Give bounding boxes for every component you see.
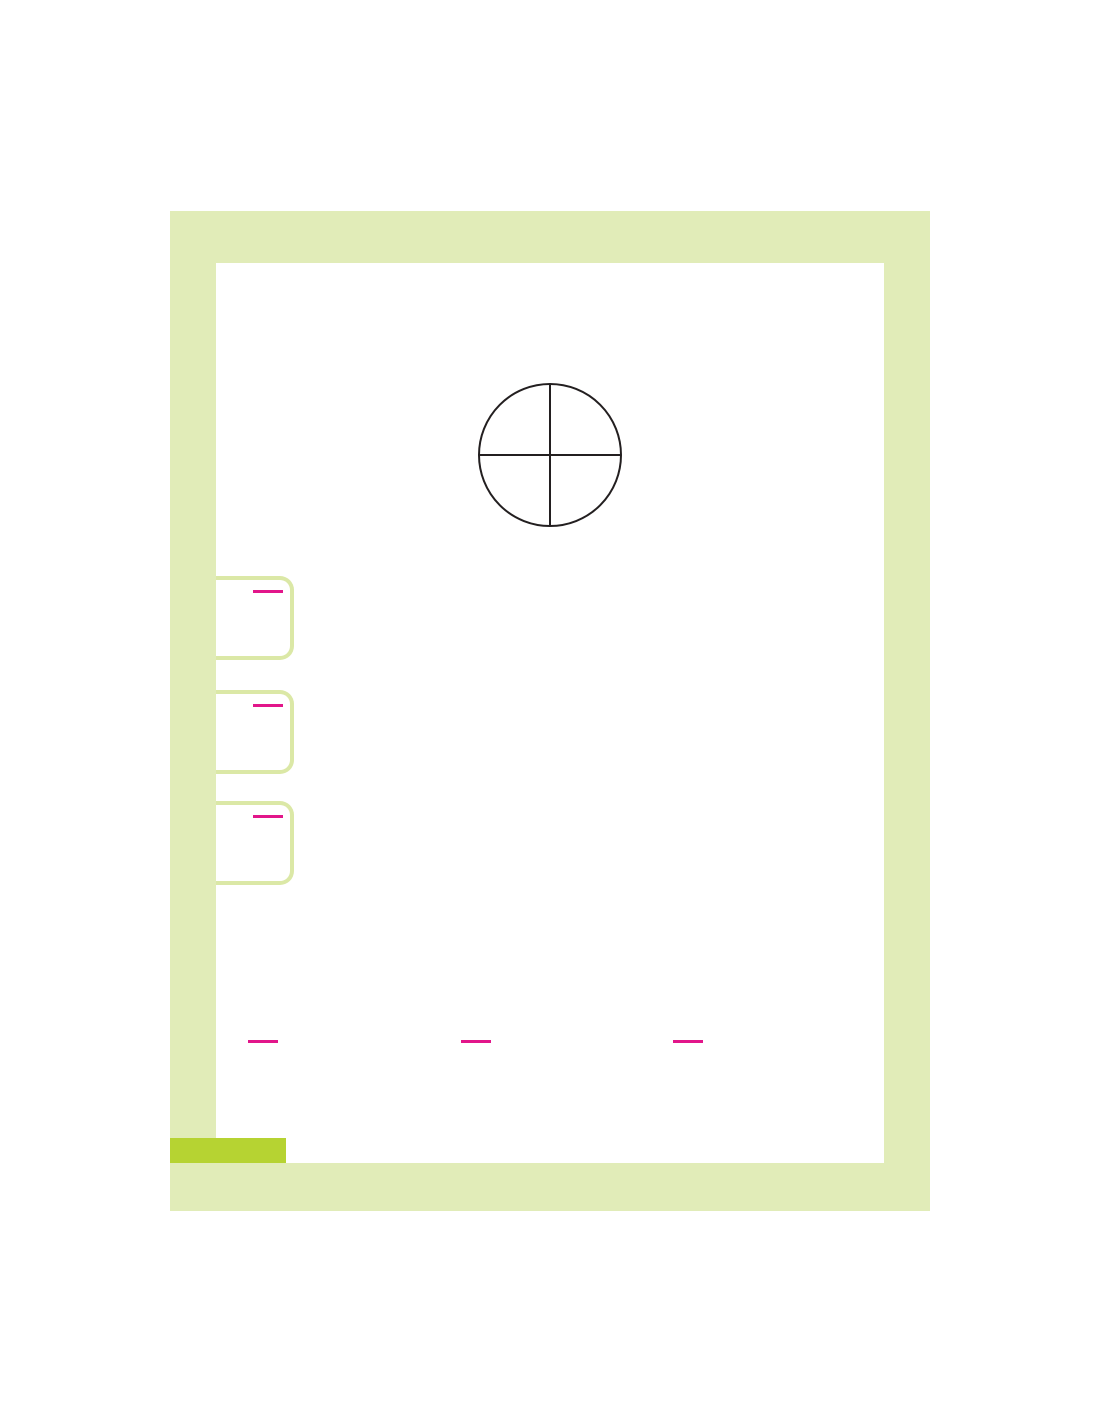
fraction-bar: [253, 815, 283, 818]
fraction-bar: [253, 704, 283, 707]
time-signature-3-4: [248, 704, 288, 707]
bottom-circle-diagram-3-4: [507, 993, 653, 1139]
bottom-circle-diagram-2-4: [718, 993, 864, 1139]
time-signature-tab-3-4: [216, 690, 294, 774]
fraction-bar: [248, 1040, 278, 1043]
time-signature-4-4: [248, 590, 288, 593]
fraction-bar: [461, 1040, 491, 1043]
fraction-bar: [673, 1040, 703, 1043]
quarter-notes-row-2: [360, 885, 500, 929]
page-number-bar: [170, 1138, 286, 1163]
time-signature-tab-4-4: [216, 576, 294, 660]
quarter-notes-row-3: [360, 762, 500, 806]
time-signature-2-4: [248, 815, 288, 818]
bottom-time-signature-3-4: [456, 1040, 496, 1043]
quarter-notes-row-4: [360, 658, 500, 702]
fraction-bar: [253, 590, 283, 593]
compas-circle-diagram: [476, 383, 626, 533]
time-signature-tab-2-4: [216, 801, 294, 885]
bottom-time-signature-2-4: [668, 1040, 708, 1043]
bottom-time-signature-4-4: [243, 1040, 283, 1043]
bottom-circle-diagram-4-4: [296, 993, 442, 1139]
